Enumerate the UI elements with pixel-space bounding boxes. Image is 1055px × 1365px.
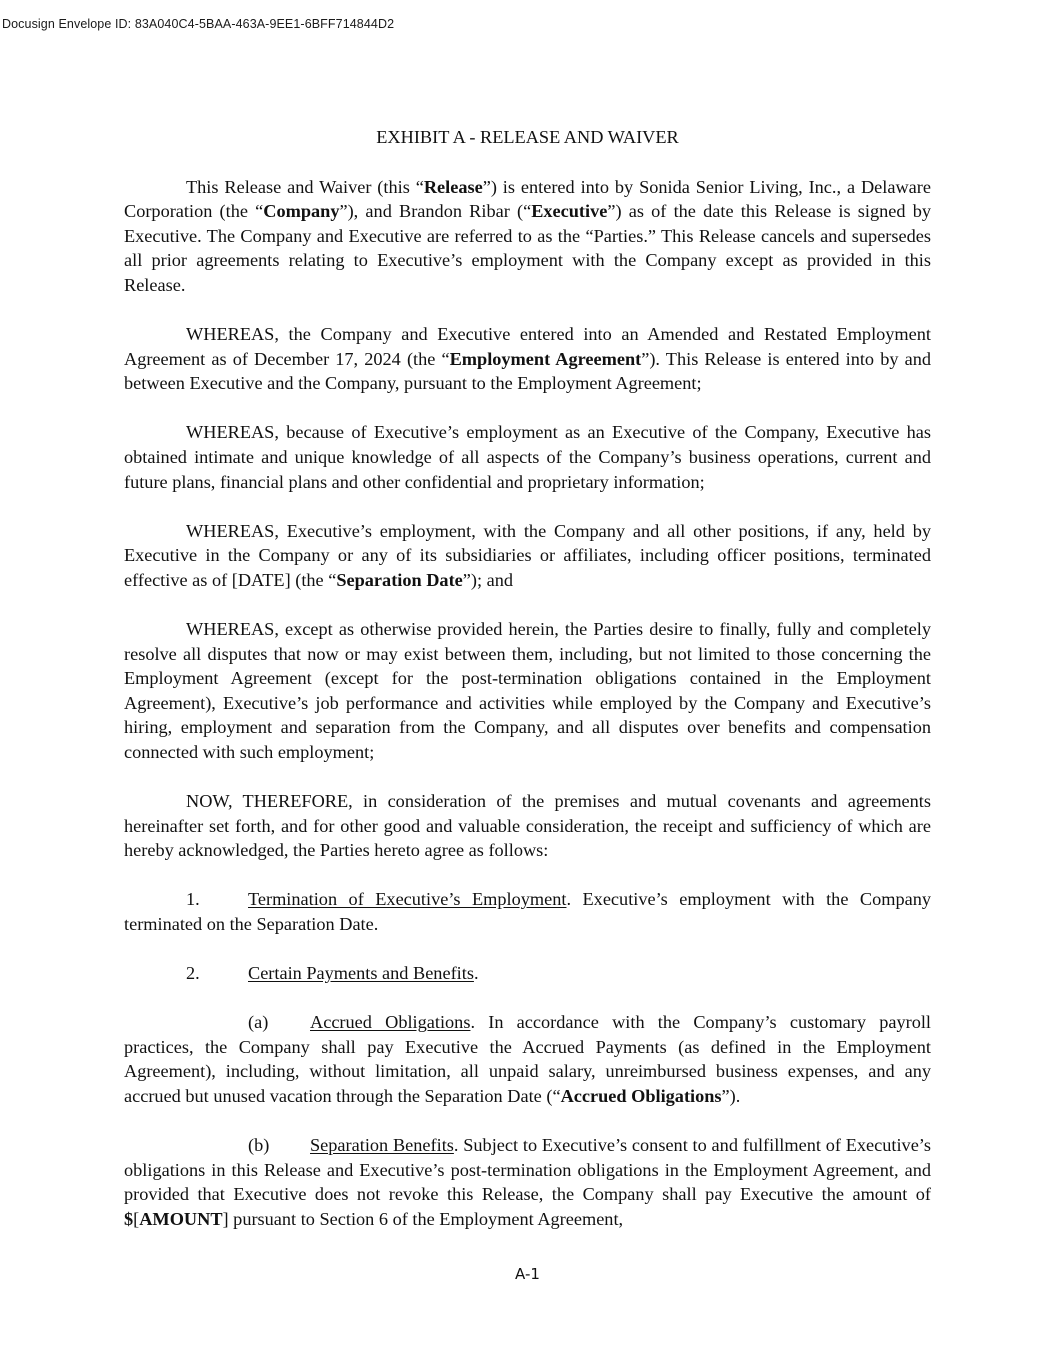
subsection-text: . Subject to Executive’s consent to and fulfillment of Executive’s obligations in this Release and Executive’s post-termination obligations in the Employment Agreement, and provided that Executive does not revoke this Release, the Company shall pay Executive the amount of xyxy=(124,1134,931,1205)
defined-term-employment-agreement: Employment Agreement xyxy=(449,348,642,369)
whereas-paragraph-3 xyxy=(124,519,931,593)
whereas-paragraph-1 xyxy=(124,322,931,396)
intro-text: ”) is entered into by Sonida Senior Living, Inc., a Delaware Corporation (the “ xyxy=(124,176,931,222)
section-heading: Certain Payments and Benefits xyxy=(248,962,474,983)
amount-placeholder: AMOUNT xyxy=(139,1208,223,1229)
subsection-text: ”). xyxy=(721,1085,741,1106)
document-title: EXHIBIT A - RELEASE AND WAIVER xyxy=(376,127,679,147)
intro-text: ”) as of the date this Release is signed by Executive. The Company and Executive are referred to as the “Parties.” This Release cancels and supersedes all prior agreements relating to Executive’s employment with the Company except as provided in this Release. xyxy=(124,201,931,295)
document-body xyxy=(124,125,931,1231)
now-therefore-paragraph: NOW, THEREFORE, in consideration of the premises and mutual covenants and agreements hereinafter set forth, and for other good and valuable consideration, the receipt and sufficiency of which are hereby acknowledged, the Parties hereto agree as follows: xyxy=(124,790,931,861)
defined-term-accrued-obligations: Accrued Obligations xyxy=(560,1085,722,1106)
section-2a xyxy=(124,1010,931,1108)
defined-term-release: Release xyxy=(423,176,483,197)
section-text: . xyxy=(473,962,479,983)
whereas-paragraph-2: WHEREAS, because of Executive’s employment as an Executive of the Company, Executive has obtained intimate and unique knowledge of all aspects of the Company’s business operations, current and future plans, financial plans and other confidential and proprietary information; xyxy=(124,422,931,492)
defined-term-executive: Executive xyxy=(531,201,608,222)
subsection-text: . In accordance with the Company’s customary payroll practices, the Company shall pay Executive the Accrued Payments (as defined in the Employment Agreement), including, without limitation, all unpaid salary, unreimbursed business expenses, and any accrued but unused vacation through the Separation Date (“ xyxy=(124,1012,932,1106)
whereas-text: WHEREAS, the Company and Executive entered into an Amended and Restated Employment Agreement as of December 17, 2024 (the “ xyxy=(124,324,931,369)
subsection-heading: Accrued Obligations xyxy=(310,1012,471,1033)
intro-text: This Release and Waiver (this “ xyxy=(186,176,424,197)
whereas-paragraph-4: WHEREAS, except as otherwise provided herein, the Parties desire to finally, fully and completely resolve all disputes that now or may exist between them, including, but not limited to those concerning the Employment Agreement (except for the post-termination obligations contained in the Employment Agreement), Executive’s job performance and activities while employed by the Company and Executive’s hiring, employment and separation from the Company, and all disputes over benefits and compensation connected with such employment; xyxy=(124,618,931,762)
section-2 xyxy=(124,961,931,986)
docusign-envelope-id: Docusign Envelope ID: 83A040C4-5BAA-463A-9EE1-6BFF714844D2 xyxy=(2,17,395,31)
section-1 xyxy=(124,887,931,936)
defined-term-company: Company xyxy=(263,201,340,222)
page-number: A-1 xyxy=(515,1265,540,1283)
whereas-text: ”). This Release is entered into by and between Executive and the Company, pursuant to the Employment Agreement; xyxy=(124,348,931,394)
dollar-sign: $ xyxy=(124,1208,134,1229)
section-heading: Termination of Executive’s Employment xyxy=(248,889,567,910)
bracket-open: [ xyxy=(133,1208,140,1229)
whereas-text: WHEREAS, Executive’s employment, with the Company and all other positions, if any, held by Executive in the Company or any of its subsidiaries or affiliates, including officer positions, terminated effective as of [DATE] (the “ xyxy=(124,520,931,590)
section-text: . Executive’s employment with the Company terminated on the Separation Date. xyxy=(124,889,931,934)
section-number: 2. xyxy=(186,962,200,983)
section-number: 1. xyxy=(186,889,200,910)
intro-text: ”), and Brandon Ribar (“ xyxy=(339,201,532,222)
subsection-number: (b) xyxy=(248,1134,270,1155)
intro-paragraph xyxy=(124,175,931,298)
subsection-number: (a) xyxy=(248,1012,269,1033)
defined-term-separation-date: Separation Date xyxy=(336,569,463,590)
subsection-heading: Separation Benefits xyxy=(310,1134,454,1155)
whereas-text: ”); and xyxy=(462,569,514,590)
section-2b xyxy=(124,1133,931,1231)
subsection-text: ] pursuant to Section 6 of the Employment Agreement, xyxy=(222,1208,624,1229)
